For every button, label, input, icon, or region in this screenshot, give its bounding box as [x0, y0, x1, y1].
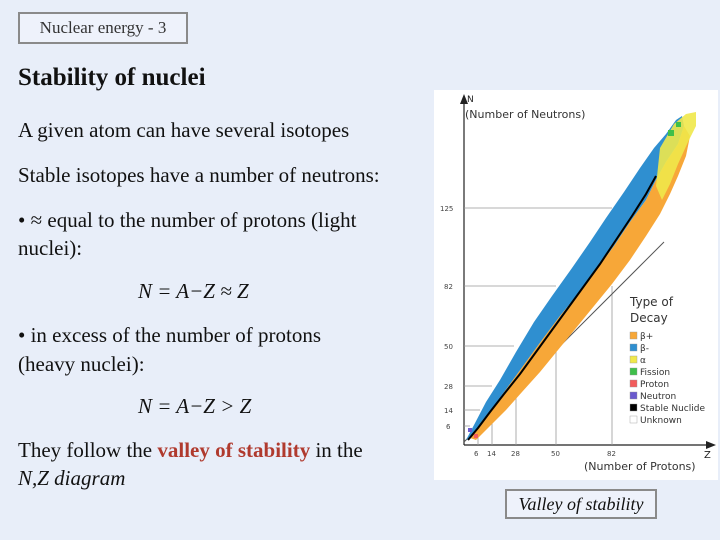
- bullet-heavy-nuclei-line1: • in excess of the number of protons: [18, 323, 322, 347]
- legend-swatch: [630, 416, 637, 423]
- legend-swatch: [630, 368, 637, 375]
- legend-label: Unknown: [640, 416, 682, 426]
- y-axis-label: N: [467, 95, 474, 105]
- legend-title-line1: Type of: [630, 295, 673, 309]
- x-axis-label: Z: [704, 450, 711, 461]
- legend-swatch: [630, 356, 637, 363]
- y-tick-labels: [440, 205, 453, 431]
- x-tick-28: 28: [511, 450, 520, 458]
- slide-label: Nuclear energy - 3: [18, 12, 188, 44]
- fission-region: [676, 122, 681, 127]
- equation-heavy: N = A−Z > Z: [138, 394, 252, 418]
- x-tick-50: 50: [551, 450, 560, 458]
- y-axis-caption: (Number of Neutrons): [465, 108, 586, 121]
- y-tick-28: 28: [444, 383, 453, 391]
- legend-swatch: [630, 380, 637, 387]
- legend-label: β+: [640, 332, 654, 342]
- x-tick-labels: [474, 450, 616, 458]
- legend-label: Fission: [640, 368, 671, 378]
- legend-swatch: [630, 344, 637, 351]
- y-tick-6: 6: [446, 423, 451, 431]
- conclusion-line1: [18, 436, 363, 464]
- fission-region: [668, 130, 674, 136]
- bullet-light-nuclei-line2: nuclei):: [18, 236, 83, 260]
- slide-title: Stability of nuclei: [18, 64, 206, 91]
- text-stable-isotopes: Stable isotopes have a number of neutrons:: [18, 163, 380, 187]
- decay-legend: [629, 295, 705, 426]
- conclusion-pre: They follow the: [18, 438, 158, 462]
- x-tick-14: 14: [487, 450, 496, 458]
- y-tick-82: 82: [444, 283, 453, 291]
- text-isotopes: A given atom can have several isotopes: [18, 118, 350, 142]
- legend-title-line2: Decay: [630, 311, 668, 325]
- neutron-region: [468, 428, 472, 432]
- legend-label: Proton: [640, 380, 670, 390]
- conclusion-post: in the: [310, 438, 363, 462]
- valley-of-stability-highlight: valley of stability: [157, 438, 311, 462]
- bullet-heavy-nuclei-line2: (heavy nuclei):: [18, 352, 145, 376]
- legend-label: β-: [640, 344, 649, 354]
- proton-region: [474, 434, 478, 438]
- legend-swatch: [630, 404, 637, 411]
- x-axis-arrow-icon: [706, 441, 716, 449]
- legend-label: Stable Nuclide: [640, 404, 706, 414]
- figure-caption: Valley of stability: [505, 489, 657, 519]
- y-tick-14: 14: [444, 407, 453, 415]
- x-axis-caption: (Number of Protons): [584, 460, 696, 473]
- y-tick-125: 125: [440, 205, 454, 213]
- x-tick-82: 82: [607, 450, 616, 458]
- equation-light: N = A−Z ≈ Z: [138, 279, 249, 303]
- x-tick-6: 6: [474, 450, 479, 458]
- y-tick-50: 50: [444, 343, 453, 351]
- legend-label: Neutron: [640, 392, 677, 402]
- legend-swatch: [630, 392, 637, 399]
- conclusion-line2: N,Z diagram: [18, 466, 126, 490]
- legend-items: [630, 332, 705, 426]
- legend-label: α: [640, 356, 646, 366]
- nuclide-chart: [434, 90, 718, 480]
- legend-swatch: [630, 332, 637, 339]
- bullet-light-nuclei-line1: • ≈ equal to the number of protons (light: [18, 208, 357, 232]
- nuclide-chart-figure: [434, 90, 718, 480]
